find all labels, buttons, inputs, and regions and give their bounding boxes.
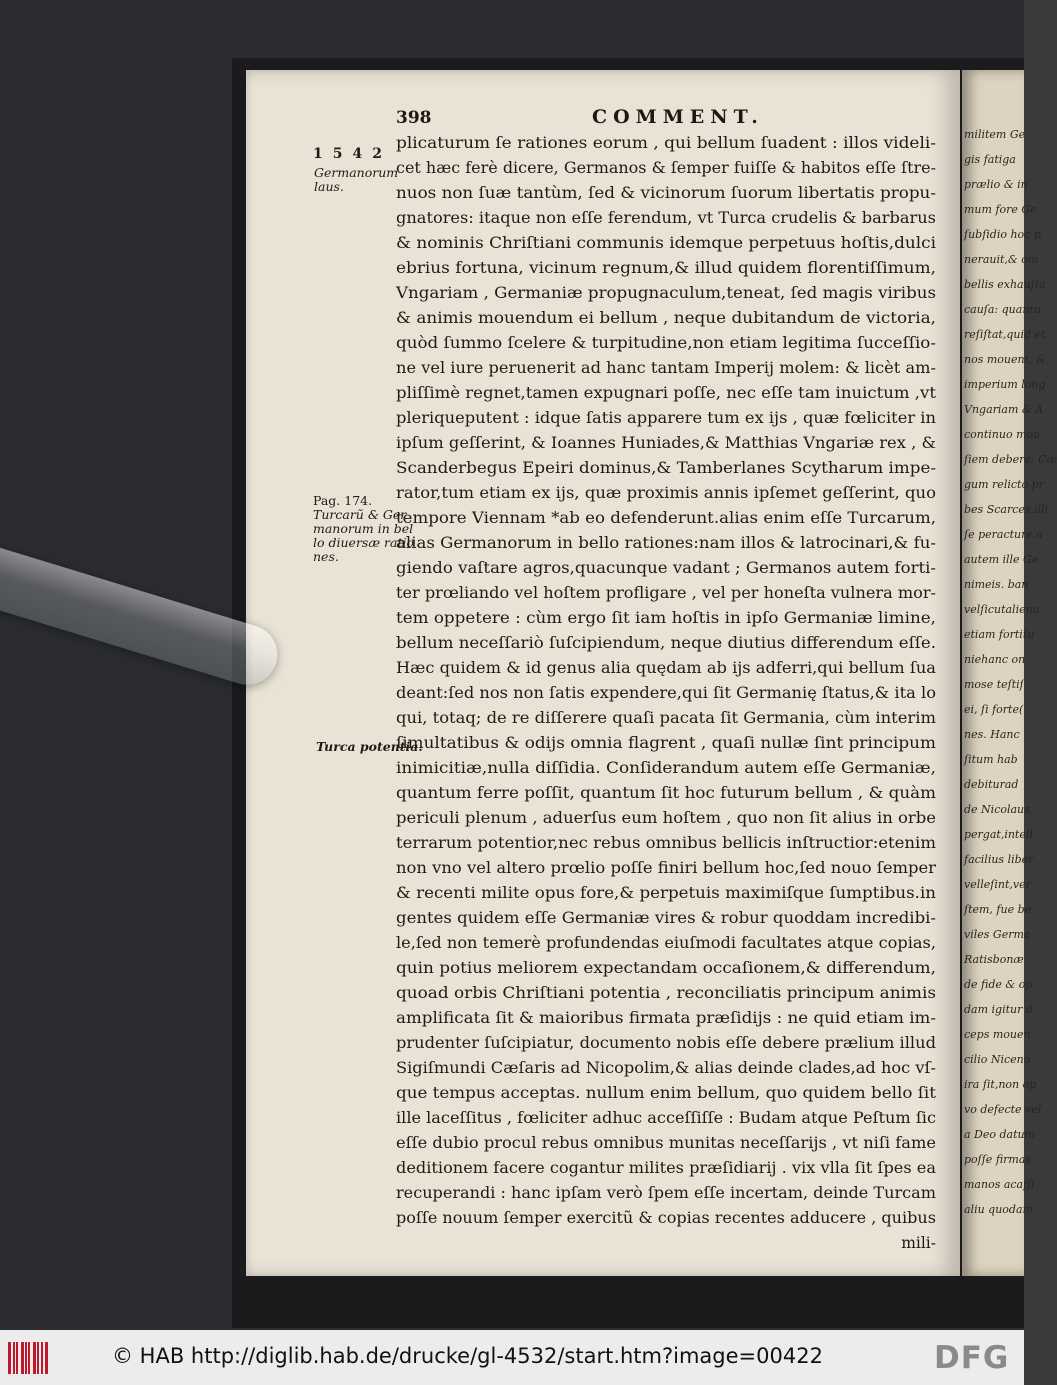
- text-line: [396, 931, 940, 956]
- text-line-content: giendo vaſtare agros,quacunque vadant ; Germanos autem forti-: [396, 559, 936, 577]
- text-line-content: plicaturum ſe rationes eorum , qui bellum ſuadent : illos videli-: [396, 134, 936, 152]
- text-line-content: periculi plenum , aduerſus eum hoſtem , quo non ſit alius in orbe: [396, 809, 936, 827]
- hab-logo-bar: [13, 1342, 15, 1374]
- facing-page-fragment: ſe peracture,a: [964, 528, 1043, 541]
- text-line-content: quòd ſummo ſcelere & turpitudine,non etiam legitima ſucceſſio-: [396, 334, 936, 352]
- facing-page-fragment: velleſint,ver: [964, 878, 1031, 891]
- facing-page-fragment: velſicutaliena: [964, 603, 1040, 616]
- hab-logo-bar: [28, 1342, 30, 1374]
- hab-logo-bar: [37, 1342, 39, 1374]
- text-line-content: Hæc quidem & id genus alia quędam ab ijs adferri,qui bellum ſua: [396, 659, 936, 677]
- facing-page-fragment: de Nicolaus: [964, 803, 1030, 816]
- text-line-content: non vno vel altero prœlio poſſe finiri bellum hoc,ſed nouo ſemper: [396, 859, 936, 877]
- hab-logo-bar: [45, 1342, 48, 1374]
- facing-page-fragment: ſitum hab: [964, 753, 1018, 766]
- text-line-content: inimicitiæ,nulla diſſidia. Conſiderandum autem eſſe Germaniæ,: [396, 759, 936, 777]
- facing-page-fragment: Vngariam & A: [964, 403, 1044, 416]
- text-line: [396, 631, 940, 656]
- facing-page-fragment: cauſa: quantu: [964, 303, 1041, 316]
- facing-page-fragment: ei, ſi forte(: [964, 703, 1024, 716]
- facing-page-fragment: ira ſit,non op: [964, 1078, 1037, 1091]
- facing-page-edge: [962, 70, 1057, 1276]
- facing-page-fragment: nos mouent, &: [964, 353, 1046, 366]
- text-line-content: terrarum potentior,nec rebus omnibus bellicis inſtructior:etenim: [396, 834, 936, 852]
- facing-page-fragment: mum fore Ge: [964, 203, 1037, 216]
- text-line: [396, 731, 940, 756]
- margin-note-line: Turcarũ & Ger: [313, 507, 407, 522]
- hab-logo-bar: [33, 1342, 36, 1374]
- facing-page-fragment: ſiem debere: Cæ: [964, 453, 1057, 466]
- credit-link[interactable]: © HAB http://diglib.hab.de/drucke/gl-4532/start.htm?image=00422: [112, 1344, 823, 1368]
- text-line: [396, 756, 940, 781]
- text-line-content: ebrius fortuna, vicinum regnum,& illud quidem florentiſſimum,: [396, 259, 936, 277]
- text-line-content: que tempus acceptas. nullum enim bellum, quo quidem bello ſit: [396, 1084, 936, 1102]
- text-line: [396, 531, 940, 556]
- text-line: [396, 656, 940, 681]
- text-line-content: eſſe dubio procul rebus omnibus munitas neceſſarijs , vt niſi fame: [396, 1134, 936, 1152]
- text-line: [396, 606, 940, 631]
- text-line: [396, 906, 940, 931]
- text-line-content: tempore Viennam *ab eo defenderunt.alias enim eſſe Turcarum,: [396, 509, 936, 527]
- margin-note-line: lo diuersæ ratio: [313, 535, 415, 550]
- text-line-content: alias Germanorum in bello rationes:nam illos & latrocinari,& fu-: [396, 534, 936, 552]
- text-line: [396, 706, 940, 731]
- text-line: [396, 331, 940, 356]
- margin-note-germanorum-laus: [314, 166, 398, 194]
- facing-page-fragment: reſiſtat,quid et: [964, 328, 1046, 341]
- text-line: [396, 556, 940, 581]
- text-line: [396, 781, 940, 806]
- margin-note-line: nes.: [313, 549, 339, 564]
- text-line-content: Scanderbegus Epeiri dominus,& Tamberlanes Scytharum impe-: [396, 459, 936, 477]
- hab-logo-icon: [8, 1342, 48, 1374]
- text-line-content: qui, totaq; de re diſſerere quaſi pacata ſit Germania, cùm interim: [396, 709, 936, 727]
- text-line: [396, 506, 940, 531]
- text-line: [396, 1056, 940, 1081]
- hab-logo-bar: [25, 1342, 27, 1374]
- text-line: [396, 1156, 940, 1181]
- facing-page-fragment: cilio Niceno: [964, 1053, 1031, 1066]
- hab-logo-bar: [16, 1342, 18, 1374]
- facing-page-fragment: poſſe firmas: [964, 1153, 1032, 1166]
- text-line-content: & animis mouendum ei bellum , neque dubitandum de victoria,: [396, 309, 936, 327]
- text-line-content: ſimultatibus & odijs omnia flagrent , quaſi nullæ ſint principum: [396, 734, 936, 752]
- text-line-content: poſſe nouum ſemper exercitũ & copias recentes adducere , quibus: [396, 1209, 936, 1227]
- text-line-content: deant:ſed nos non ſatis expendere,qui ſit Germanię ſtatus,& ita lo: [396, 684, 936, 702]
- text-line-content: ipſum geſſerint, & Ioannes Huniades,& Matthias Vngariæ rex , &: [396, 434, 936, 452]
- text-line-content: pleriqueputent : idque ſatis apparere tum ex ijs , quæ fœliciter in: [396, 409, 936, 427]
- margin-year: 1542: [313, 146, 392, 162]
- facing-page-fragment: gis fatiga: [964, 153, 1016, 166]
- margin-note-line: Turca potentia.: [316, 739, 423, 754]
- text-line-content: ne vel iure peruenerit ad hanc tantam Imperij molem: & licèt am-: [396, 359, 936, 377]
- text-line-content: Sigiſmundi Cæſaris ad Nicopolim,& alias deinde clades,ad hoc vſ-: [396, 1059, 936, 1077]
- text-line: [396, 1131, 940, 1156]
- facing-page-fragment: etiam fortitu: [964, 628, 1035, 641]
- text-line: [396, 156, 940, 181]
- text-line-content: gentes quidem eſſe Germaniæ vires & robur quoddam incredibi-: [396, 909, 936, 927]
- facing-page-fragment: ſtem, fue be: [964, 903, 1032, 916]
- facing-page-fragment: debiturad: [964, 778, 1019, 791]
- text-line-content: gnatores: itaque non eſſe ferendum, vt Turca crudelis & barbarus: [396, 209, 936, 227]
- text-line-content: ille laceſſitus , fœliciter adhuc acceſſiſſe : Budam atque Peſtum ſic: [396, 1109, 936, 1127]
- text-line-content: ter prœliando vel hoſtem profligare , vel per honeſta vulnera mor-: [396, 584, 936, 602]
- margin-note-line: Pag. 174.: [313, 493, 373, 508]
- text-line: [396, 806, 940, 831]
- margin-note-line: manorum in bel: [313, 521, 414, 536]
- text-line: [396, 831, 940, 856]
- text-line-content: cet hæc ferè dicere, Germanos & ſemper fuiſſe & habitos eſſe ſtre-: [396, 159, 936, 177]
- page-number: 398: [396, 108, 432, 128]
- dfg-logo: DFG: [934, 1340, 1010, 1376]
- text-line: [396, 1106, 940, 1131]
- facing-page-fragment: niehanc on: [964, 653, 1026, 666]
- text-line: [396, 181, 940, 206]
- text-line: [396, 381, 940, 406]
- catchword: mili-: [901, 1234, 936, 1252]
- text-line: [396, 881, 940, 906]
- text-line: [396, 406, 940, 431]
- text-line-content: Vngariam , Germaniæ propugnaculum,teneat, ſed magis viribus: [396, 284, 936, 302]
- facing-page-fragment: nes. Hanc: [964, 728, 1020, 741]
- text-line-content: deditionem facere cogantur milites præſidiarij . vix vlla ſit ſpes ea: [396, 1159, 936, 1177]
- facing-page-fragment: autem ille Ge: [964, 553, 1039, 566]
- text-line: [396, 1031, 940, 1056]
- text-line: [396, 481, 940, 506]
- facing-page-fragment: facilius liber: [964, 853, 1034, 866]
- text-line-content: le,ſed non temerè profundendas eiuſmodi facultates atque copias,: [396, 934, 936, 952]
- facing-page-fragment: de fide & op: [964, 978, 1033, 991]
- text-line-content: prudenter ſuſcipiatur, documento nobis eſſe debere prælium illud: [396, 1034, 936, 1052]
- text-line: [396, 1081, 940, 1106]
- text-line-content: & nominis Chriſtiani communis idemque perpetuus hoſtis,dulci: [396, 234, 936, 252]
- margin-note-line: Germanorum: [314, 165, 399, 180]
- text-line-content: & recenti milite opus fore,& perpetuis maximiſque ſumptibus.in: [396, 884, 936, 902]
- facing-page-fragment: ſubſidio hoc p: [964, 228, 1041, 241]
- text-line: [396, 256, 940, 281]
- footer-bar: [0, 1330, 1024, 1385]
- facing-page-fragment: vo defecte vel: [964, 1103, 1042, 1116]
- facing-page-fragment: Ratisbonæ: [964, 953, 1024, 966]
- text-line: [396, 856, 940, 881]
- facing-page-fragment: aliu quodam: [964, 1203, 1033, 1216]
- text-line: [396, 431, 940, 456]
- facing-page-fragment: nerauit,& om: [964, 253, 1039, 266]
- facing-page-fragment: bellis exhauſta: [964, 278, 1046, 291]
- margin-note-line: laus.: [314, 179, 344, 194]
- text-line: [396, 981, 940, 1006]
- text-line: [396, 956, 940, 981]
- body-text: [396, 131, 940, 1252]
- text-line: [396, 1206, 940, 1231]
- hab-logo-bar: [21, 1342, 24, 1374]
- hab-logo-bar: [8, 1342, 11, 1374]
- text-line-content: quoad orbis Chriſtiani potentia , reconciliatis principum animis: [396, 984, 936, 1002]
- text-line-content: amplificata ſit & maioribus firmata præſidijs : ne quid etiam im-: [396, 1009, 936, 1027]
- text-line: [396, 281, 940, 306]
- text-line-content: recuperandi : hanc ipſam verò ſpem eſſe incertam, deinde Turcam: [396, 1184, 936, 1202]
- facing-page-fragment: dam igitur d: [964, 1003, 1033, 1016]
- text-line-content: quin potius meliorem expectandam occaſionem,& differendum,: [396, 959, 936, 977]
- text-line: [396, 356, 940, 381]
- text-line-content: pliſſimè regnet,tamen expugnari poſſe, nec eſſe tam inuictum ,vt: [396, 384, 936, 402]
- text-line: [396, 1006, 940, 1031]
- facing-page-fragment: bes Scarces,illi: [964, 503, 1049, 516]
- facing-page-fragment: viles Germa: [964, 928, 1031, 941]
- text-line-content: quantum ferre poſſit, quantum ſit hoc futurum bellum , & quàm: [396, 784, 936, 802]
- facing-page-fragment: mose teſtiſ: [964, 678, 1024, 691]
- text-line: [396, 1181, 940, 1206]
- running-head: COMMENT.: [592, 106, 764, 128]
- facing-page-fragment: continuo mou: [964, 428, 1041, 441]
- facing-page-fragment: nimeis. ban: [964, 578, 1029, 591]
- facing-page-fragment: pergat,intell: [964, 828, 1033, 841]
- text-line: [396, 581, 940, 606]
- text-line: [396, 681, 940, 706]
- hab-logo-bar: [41, 1342, 43, 1374]
- facing-page-fragment: gum relicto pr: [964, 478, 1044, 491]
- facing-page-fragment: militem Ge: [964, 128, 1026, 141]
- text-line-content: tem oppetere : cùm ergo ſit iam hoſtis in ipſo Germaniæ limine,: [396, 609, 936, 627]
- facing-page-fragment: imperium long: [964, 378, 1046, 391]
- text-line-content: nuos non ſuæ tantùm, ſed & vicinorum ſuorum libertatis propu-: [396, 184, 936, 202]
- text-line: [396, 231, 940, 256]
- text-line-content: bellum neceſſariò ſuſcipiendum, neque diutius differendum eſſe.: [396, 634, 936, 652]
- facing-page-fragment: prælio & in: [964, 178, 1028, 191]
- text-line-content: rator,tum etiam ex ijs, quæ proximis annis ipſemet geſſerint, quo: [396, 484, 936, 502]
- text-line: [396, 131, 940, 156]
- text-line: [396, 456, 940, 481]
- facing-page-fragment: a Deo datum: [964, 1128, 1036, 1141]
- text-line: [396, 206, 940, 231]
- text-line: [396, 306, 940, 331]
- facing-page-fragment: ceps mouen: [964, 1028, 1031, 1041]
- facing-page-fragment: manos acafſi: [964, 1178, 1035, 1191]
